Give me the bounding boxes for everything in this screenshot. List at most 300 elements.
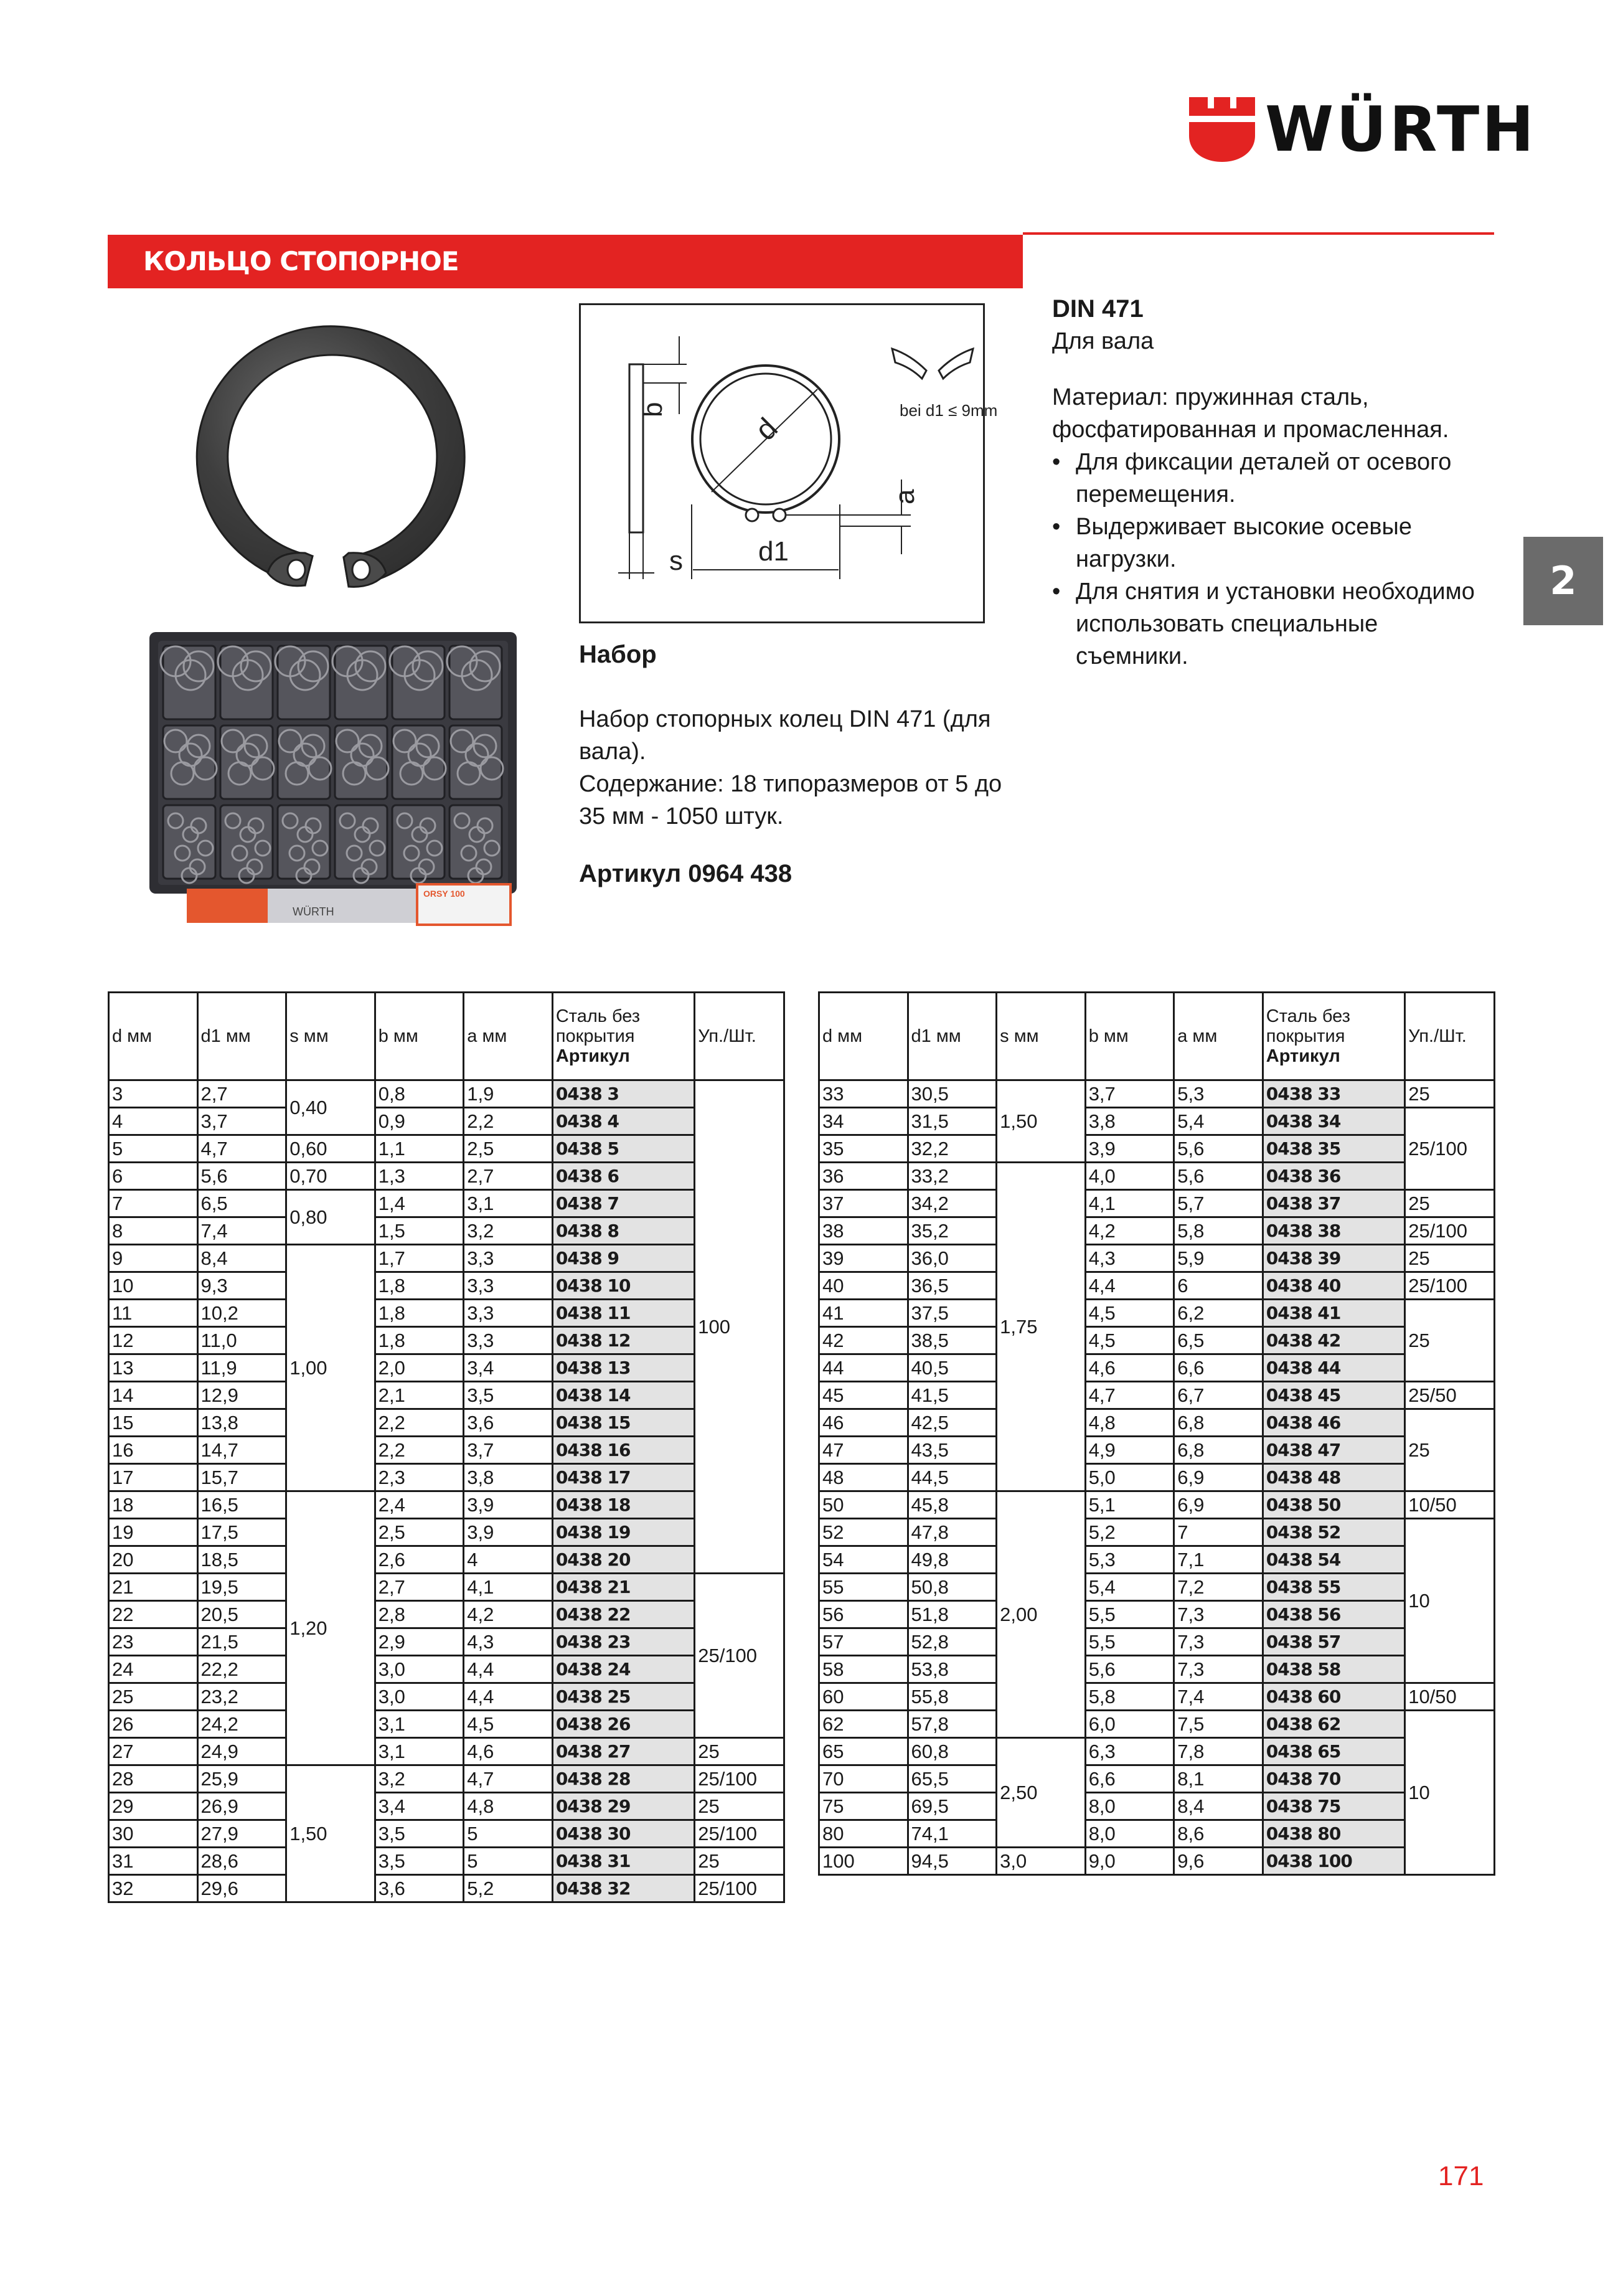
cell-d1: 43,5 xyxy=(908,1437,997,1464)
cell-a: 4,8 xyxy=(464,1793,553,1820)
cell-pack: 25/100 xyxy=(695,1820,784,1848)
cell-d: 18 xyxy=(109,1491,198,1519)
cell-article: 0438 20 xyxy=(552,1546,694,1574)
table-row xyxy=(819,1738,1495,1765)
cell-pack: 25/100 xyxy=(695,1875,784,1902)
cell-pack: 10/50 xyxy=(1405,1683,1495,1711)
cell-article: 0438 23 xyxy=(552,1628,694,1656)
cell-d: 7 xyxy=(109,1190,198,1217)
col-d1-header: d1 мм xyxy=(908,993,997,1080)
wurth-logo xyxy=(1189,93,1536,166)
cell-d1: 57,8 xyxy=(908,1711,997,1738)
cell-article: 0438 37 xyxy=(1263,1190,1404,1217)
cell-d1: 3,7 xyxy=(197,1108,286,1135)
cell-article: 0438 35 xyxy=(1263,1135,1404,1163)
cell-s: 2,00 xyxy=(997,1491,1086,1738)
col-d-header: d мм xyxy=(109,993,198,1080)
cell-a: 4,7 xyxy=(464,1765,553,1793)
cell-b: 1,8 xyxy=(375,1272,464,1300)
cell-pack: 25/100 xyxy=(695,1765,784,1793)
cell-article: 0438 29 xyxy=(552,1793,694,1820)
cell-a: 3,5 xyxy=(464,1382,553,1409)
cell-article: 0438 28 xyxy=(552,1765,694,1793)
cell-a: 6,7 xyxy=(1174,1382,1263,1409)
cell-b: 6,3 xyxy=(1085,1738,1174,1765)
cell-a: 3,3 xyxy=(464,1327,553,1354)
table-row xyxy=(819,1272,1495,1300)
cell-d1: 16,5 xyxy=(197,1491,286,1519)
cell-b: 3,5 xyxy=(375,1820,464,1848)
cell-d: 3 xyxy=(109,1080,198,1108)
chapter-tab[interactable]: 2 xyxy=(1523,537,1603,625)
cell-d: 42 xyxy=(819,1327,908,1354)
table-row xyxy=(109,1491,784,1519)
din-subtitle: Для вала xyxy=(1052,328,1154,354)
cell-article: 0438 42 xyxy=(1263,1327,1404,1354)
col-s-header: s мм xyxy=(286,993,375,1080)
table-row xyxy=(109,1656,784,1683)
cell-article: 0438 62 xyxy=(1263,1711,1404,1738)
cell-d: 56 xyxy=(819,1601,908,1628)
material-text: Материал: пружинная сталь, фосфатированная и промасленная. xyxy=(1052,384,1449,443)
cell-a: 8,1 xyxy=(1174,1765,1263,1793)
cell-d: 44 xyxy=(819,1354,908,1382)
cell-d1: 34,2 xyxy=(908,1190,997,1217)
cell-d: 41 xyxy=(819,1300,908,1327)
cell-pack: 25/100 xyxy=(1405,1108,1495,1190)
set-article-number: Артикул 0964 438 xyxy=(579,860,793,887)
table-row xyxy=(819,1711,1495,1738)
cell-pack: 25 xyxy=(1405,1190,1495,1217)
col-article-header: Сталь без покрытия Артикул xyxy=(1263,993,1404,1080)
table-row xyxy=(109,1464,784,1491)
cell-d: 13 xyxy=(109,1354,198,1382)
cell-d1: 10,2 xyxy=(197,1300,286,1327)
cell-b: 1,7 xyxy=(375,1245,464,1272)
table-row xyxy=(109,1683,784,1711)
table-row xyxy=(109,1135,784,1163)
table-row xyxy=(109,1163,784,1190)
box-footer-text: WÜRTH xyxy=(293,905,334,918)
table-row xyxy=(109,1574,784,1601)
col-pack-header: Уп./Шт. xyxy=(1405,993,1495,1080)
cell-article: 0438 39 xyxy=(1263,1245,1404,1272)
cell-d1: 55,8 xyxy=(908,1683,997,1711)
cell-a: 8,4 xyxy=(1174,1793,1263,1820)
cell-pack: 25 xyxy=(695,1738,784,1765)
cell-article: 0438 10 xyxy=(552,1272,694,1300)
cell-d1: 32,2 xyxy=(908,1135,997,1163)
col-b-header: b мм xyxy=(1085,993,1174,1080)
cell-d1: 9,3 xyxy=(197,1272,286,1300)
cell-b: 3,0 xyxy=(375,1683,464,1711)
cell-b: 4,9 xyxy=(1085,1437,1174,1464)
table-row xyxy=(819,1354,1495,1382)
cell-b: 3,0 xyxy=(375,1656,464,1683)
cell-article: 0438 100 xyxy=(1263,1848,1404,1875)
cell-d: 30 xyxy=(109,1820,198,1848)
cell-article: 0438 50 xyxy=(1263,1491,1404,1519)
cell-d1: 20,5 xyxy=(197,1601,286,1628)
cell-a: 6,2 xyxy=(1174,1300,1263,1327)
cell-article: 0438 3 xyxy=(552,1080,694,1108)
cell-d: 55 xyxy=(819,1574,908,1601)
cell-d1: 23,2 xyxy=(197,1683,286,1711)
cell-s: 1,75 xyxy=(997,1163,1086,1491)
cell-a: 5,8 xyxy=(1174,1217,1263,1245)
col-s-header: s мм xyxy=(997,993,1086,1080)
cell-d: 31 xyxy=(109,1848,198,1875)
cell-article: 0438 26 xyxy=(552,1711,694,1738)
cell-a: 3,6 xyxy=(464,1409,553,1437)
spec-table-right xyxy=(818,991,1495,1876)
cell-a: 3,9 xyxy=(464,1491,553,1519)
col-a-header: a мм xyxy=(1174,993,1263,1080)
cell-article: 0438 7 xyxy=(552,1190,694,1217)
cell-article: 0438 80 xyxy=(1263,1820,1404,1848)
cell-b: 5,2 xyxy=(1085,1519,1174,1546)
cell-article: 0438 65 xyxy=(1263,1738,1404,1765)
cell-article: 0438 19 xyxy=(552,1519,694,1546)
cell-pack: 25/100 xyxy=(695,1574,784,1738)
cell-a: 2,5 xyxy=(464,1135,553,1163)
cell-s: 0,40 xyxy=(286,1080,375,1135)
cell-b: 5,0 xyxy=(1085,1464,1174,1491)
cell-d1: 4,7 xyxy=(197,1135,286,1163)
cell-a: 6,9 xyxy=(1174,1491,1263,1519)
cell-a: 5,6 xyxy=(1174,1163,1263,1190)
retaining-ring-photo xyxy=(181,305,504,617)
assortment-box-photo xyxy=(149,632,523,953)
diagram-note: bei d1 ≤ 9mm xyxy=(900,401,998,420)
cell-d1: 41,5 xyxy=(908,1382,997,1409)
table-row xyxy=(819,1656,1495,1683)
cell-article: 0438 9 xyxy=(552,1245,694,1272)
cell-d: 14 xyxy=(109,1382,198,1409)
cell-s: 0,70 xyxy=(286,1163,375,1190)
cell-b: 6,6 xyxy=(1085,1765,1174,1793)
cell-pack: 25/100 xyxy=(1405,1217,1495,1245)
cell-b: 3,6 xyxy=(375,1875,464,1902)
cell-a: 4,3 xyxy=(464,1628,553,1656)
cell-d1: 47,8 xyxy=(908,1519,997,1546)
cell-d: 6 xyxy=(109,1163,198,1190)
logo-wordmark: WÜRTH xyxy=(1265,93,1536,166)
cell-d1: 52,8 xyxy=(908,1628,997,1656)
cell-d: 33 xyxy=(819,1080,908,1108)
cell-b: 4,5 xyxy=(1085,1327,1174,1354)
cell-d: 100 xyxy=(819,1848,908,1875)
cell-d: 39 xyxy=(819,1245,908,1272)
cell-pack: 25 xyxy=(1405,1409,1495,1491)
cell-article: 0438 21 xyxy=(552,1574,694,1601)
cell-b: 0,8 xyxy=(375,1080,464,1108)
page-title: КОЛЬЦО СТОПОРНОЕ xyxy=(143,246,459,276)
cell-a: 3,7 xyxy=(464,1437,553,1464)
cell-b: 4,4 xyxy=(1085,1272,1174,1300)
cell-b: 2,0 xyxy=(375,1354,464,1382)
table-row xyxy=(819,1300,1495,1327)
cell-d: 15 xyxy=(109,1409,198,1437)
col-b-header: b мм xyxy=(375,993,464,1080)
cell-d1: 19,5 xyxy=(197,1574,286,1601)
set-content: Содержание: 18 типоразмеров от 5 до 35 мм - 1050 штук. xyxy=(579,771,1002,829)
cell-d1: 31,5 xyxy=(908,1108,997,1135)
cell-article: 0438 70 xyxy=(1263,1765,1404,1793)
table-row xyxy=(819,1765,1495,1793)
cell-b: 3,5 xyxy=(375,1848,464,1875)
cell-b: 1,1 xyxy=(375,1135,464,1163)
cell-s: 1,20 xyxy=(286,1491,375,1765)
cell-a: 5,6 xyxy=(1174,1135,1263,1163)
cell-d: 9 xyxy=(109,1245,198,1272)
header-divider xyxy=(1023,232,1494,235)
table-row xyxy=(109,1793,784,1820)
cell-a: 4,5 xyxy=(464,1711,553,1738)
cell-d1: 33,2 xyxy=(908,1163,997,1190)
cell-d: 12 xyxy=(109,1327,198,1354)
cell-s: 1,00 xyxy=(286,1245,375,1491)
cell-d1: 36,5 xyxy=(908,1272,997,1300)
cell-b: 2,2 xyxy=(375,1437,464,1464)
col-d1-header: d1 мм xyxy=(197,993,286,1080)
table-row xyxy=(109,1080,784,1108)
col-d-header: d мм xyxy=(819,993,908,1080)
cell-a: 7 xyxy=(1174,1519,1263,1546)
col-a-header: a мм xyxy=(464,993,553,1080)
table-row xyxy=(109,1354,784,1382)
cell-d1: 69,5 xyxy=(908,1793,997,1820)
cell-article: 0438 75 xyxy=(1263,1793,1404,1820)
cell-d1: 25,9 xyxy=(197,1765,286,1793)
cell-article: 0438 15 xyxy=(552,1409,694,1437)
cell-a: 3,9 xyxy=(464,1519,553,1546)
table-row xyxy=(109,1217,784,1245)
cell-a: 7,3 xyxy=(1174,1601,1263,1628)
cell-article: 0438 34 xyxy=(1263,1108,1404,1135)
table-row xyxy=(109,1437,784,1464)
cell-d1: 94,5 xyxy=(908,1848,997,1875)
cell-d1: 18,5 xyxy=(197,1546,286,1574)
cell-b: 2,9 xyxy=(375,1628,464,1656)
table-row xyxy=(819,1163,1495,1190)
cell-a: 7,5 xyxy=(1174,1711,1263,1738)
cell-article: 0438 8 xyxy=(552,1217,694,1245)
set-description xyxy=(579,638,1015,890)
cell-article: 0438 56 xyxy=(1263,1601,1404,1628)
cell-article: 0438 22 xyxy=(552,1601,694,1628)
cell-d1: 60,8 xyxy=(908,1738,997,1765)
cell-a: 6,5 xyxy=(1174,1327,1263,1354)
cell-b: 2,5 xyxy=(375,1519,464,1546)
cell-d1: 6,5 xyxy=(197,1190,286,1217)
cell-b: 3,1 xyxy=(375,1711,464,1738)
cell-d1: 26,9 xyxy=(197,1793,286,1820)
cell-d1: 11,0 xyxy=(197,1327,286,1354)
cell-s: 0,60 xyxy=(286,1135,375,1163)
table-row xyxy=(819,1491,1495,1519)
cell-s: 0,80 xyxy=(286,1190,375,1245)
cell-article: 0438 52 xyxy=(1263,1519,1404,1546)
cell-d: 34 xyxy=(819,1108,908,1135)
table-row xyxy=(109,1820,784,1848)
cell-a: 4,1 xyxy=(464,1574,553,1601)
cell-article: 0438 45 xyxy=(1263,1382,1404,1409)
feature-item: • Для фиксации деталей от осевого перемещения. xyxy=(1076,446,1488,511)
cell-d: 25 xyxy=(109,1683,198,1711)
table-row xyxy=(819,1683,1495,1711)
cell-d: 26 xyxy=(109,1711,198,1738)
cell-a: 5,3 xyxy=(1174,1080,1263,1108)
cell-d1: 74,1 xyxy=(908,1820,997,1848)
cell-a: 6,9 xyxy=(1174,1464,1263,1491)
cell-article: 0438 11 xyxy=(552,1300,694,1327)
cell-d: 38 xyxy=(819,1217,908,1245)
cell-a: 5,7 xyxy=(1174,1190,1263,1217)
table-row xyxy=(109,1409,784,1437)
cell-d1: 24,9 xyxy=(197,1738,286,1765)
section-header xyxy=(108,235,1023,288)
cell-d: 21 xyxy=(109,1574,198,1601)
table-row xyxy=(109,1300,784,1327)
cell-d1: 8,4 xyxy=(197,1245,286,1272)
set-title: Набор xyxy=(579,641,657,668)
cell-pack: 25/100 xyxy=(1405,1272,1495,1300)
cell-d1: 15,7 xyxy=(197,1464,286,1491)
cell-d1: 40,5 xyxy=(908,1354,997,1382)
cell-d: 11 xyxy=(109,1300,198,1327)
table-row xyxy=(819,1437,1495,1464)
ring-diagram xyxy=(579,303,998,623)
table-row xyxy=(109,1519,784,1546)
feature-item: • Выдерживает высокие осевые нагрузки. xyxy=(1076,511,1488,575)
cell-article: 0438 32 xyxy=(552,1875,694,1902)
cell-a: 4,4 xyxy=(464,1683,553,1711)
cell-b: 5,5 xyxy=(1085,1601,1174,1628)
cell-d: 35 xyxy=(819,1135,908,1163)
cell-d1: 11,9 xyxy=(197,1354,286,1382)
table-row xyxy=(109,1765,784,1793)
cell-pack: 25 xyxy=(1405,1080,1495,1108)
cell-article: 0438 16 xyxy=(552,1437,694,1464)
cell-d: 8 xyxy=(109,1217,198,1245)
cell-d1: 50,8 xyxy=(908,1574,997,1601)
cell-a: 2,2 xyxy=(464,1108,553,1135)
table-row xyxy=(109,1875,784,1902)
cell-d: 47 xyxy=(819,1437,908,1464)
cell-s: 1,50 xyxy=(286,1765,375,1902)
cell-d: 46 xyxy=(819,1409,908,1437)
cell-b: 0,9 xyxy=(375,1108,464,1135)
cell-a: 7,8 xyxy=(1174,1738,1263,1765)
cell-article: 0438 27 xyxy=(552,1738,694,1765)
cell-a: 3,1 xyxy=(464,1190,553,1217)
table-row xyxy=(109,1546,784,1574)
cell-a: 5,2 xyxy=(464,1875,553,1902)
cell-b: 3,7 xyxy=(1085,1080,1174,1108)
cell-d: 52 xyxy=(819,1519,908,1546)
wurth-logo-mark-icon xyxy=(1189,97,1255,162)
cell-pack: 25 xyxy=(1405,1245,1495,1272)
cell-a: 6 xyxy=(1174,1272,1263,1300)
cell-b: 6,0 xyxy=(1085,1711,1174,1738)
cell-s: 3,0 xyxy=(997,1848,1086,1875)
cell-d1: 12,9 xyxy=(197,1382,286,1409)
cell-b: 2,4 xyxy=(375,1491,464,1519)
cell-a: 4 xyxy=(464,1546,553,1574)
cell-b: 5,8 xyxy=(1085,1683,1174,1711)
cell-a: 5,4 xyxy=(1174,1108,1263,1135)
cell-b: 3,9 xyxy=(1085,1135,1174,1163)
cell-d: 20 xyxy=(109,1546,198,1574)
cell-article: 0438 46 xyxy=(1263,1409,1404,1437)
table-row xyxy=(109,1628,784,1656)
cell-d: 80 xyxy=(819,1820,908,1848)
cell-d1: 42,5 xyxy=(908,1409,997,1437)
cell-b: 4,3 xyxy=(1085,1245,1174,1272)
table-row xyxy=(819,1217,1495,1245)
cell-a: 9,6 xyxy=(1174,1848,1263,1875)
cell-a: 3,3 xyxy=(464,1272,553,1300)
cell-b: 5,6 xyxy=(1085,1656,1174,1683)
cell-a: 7,1 xyxy=(1174,1546,1263,1574)
spec-table-left xyxy=(108,991,785,1903)
cell-d: 29 xyxy=(109,1793,198,1820)
cell-d1: 17,5 xyxy=(197,1519,286,1546)
cell-d1: 28,6 xyxy=(197,1848,286,1875)
cell-d: 70 xyxy=(819,1765,908,1793)
cell-b: 3,8 xyxy=(1085,1108,1174,1135)
cell-d1: 51,8 xyxy=(908,1601,997,1628)
cell-d1: 65,5 xyxy=(908,1765,997,1793)
diagram-label-b: b xyxy=(637,402,668,417)
cell-b: 2,3 xyxy=(375,1464,464,1491)
cell-pack: 10 xyxy=(1405,1519,1495,1683)
table-row xyxy=(109,1711,784,1738)
cell-d: 19 xyxy=(109,1519,198,1546)
cell-article: 0438 40 xyxy=(1263,1272,1404,1300)
cell-b: 5,4 xyxy=(1085,1574,1174,1601)
cell-a: 1,9 xyxy=(464,1080,553,1108)
table-row xyxy=(109,1382,784,1409)
cell-b: 4,7 xyxy=(1085,1382,1174,1409)
feature-item: • Для снятия и установки необходимо использовать специальные съемники. xyxy=(1076,575,1488,673)
table-row xyxy=(819,1546,1495,1574)
cell-d1: 53,8 xyxy=(908,1656,997,1683)
cell-b: 8,0 xyxy=(1085,1793,1174,1820)
table-header-row xyxy=(819,993,1495,1080)
cell-d1: 37,5 xyxy=(908,1300,997,1327)
cell-pack: 10 xyxy=(1405,1711,1495,1875)
diagram-label-d: d xyxy=(749,412,784,447)
cell-d: 4 xyxy=(109,1108,198,1135)
table-row xyxy=(109,1190,784,1217)
cell-b: 5,3 xyxy=(1085,1546,1174,1574)
cell-d: 54 xyxy=(819,1546,908,1574)
cell-d: 75 xyxy=(819,1793,908,1820)
cell-b: 1,8 xyxy=(375,1300,464,1327)
table-row xyxy=(819,1464,1495,1491)
cell-a: 3,4 xyxy=(464,1354,553,1382)
cell-d1: 49,8 xyxy=(908,1546,997,1574)
cell-article: 0438 33 xyxy=(1263,1080,1404,1108)
cell-d1: 27,9 xyxy=(197,1820,286,1848)
cell-b: 1,5 xyxy=(375,1217,464,1245)
cell-b: 2,1 xyxy=(375,1382,464,1409)
feature-list xyxy=(1052,446,1488,673)
cell-article: 0438 25 xyxy=(552,1683,694,1711)
diagram-label-d1: d1 xyxy=(758,536,789,567)
